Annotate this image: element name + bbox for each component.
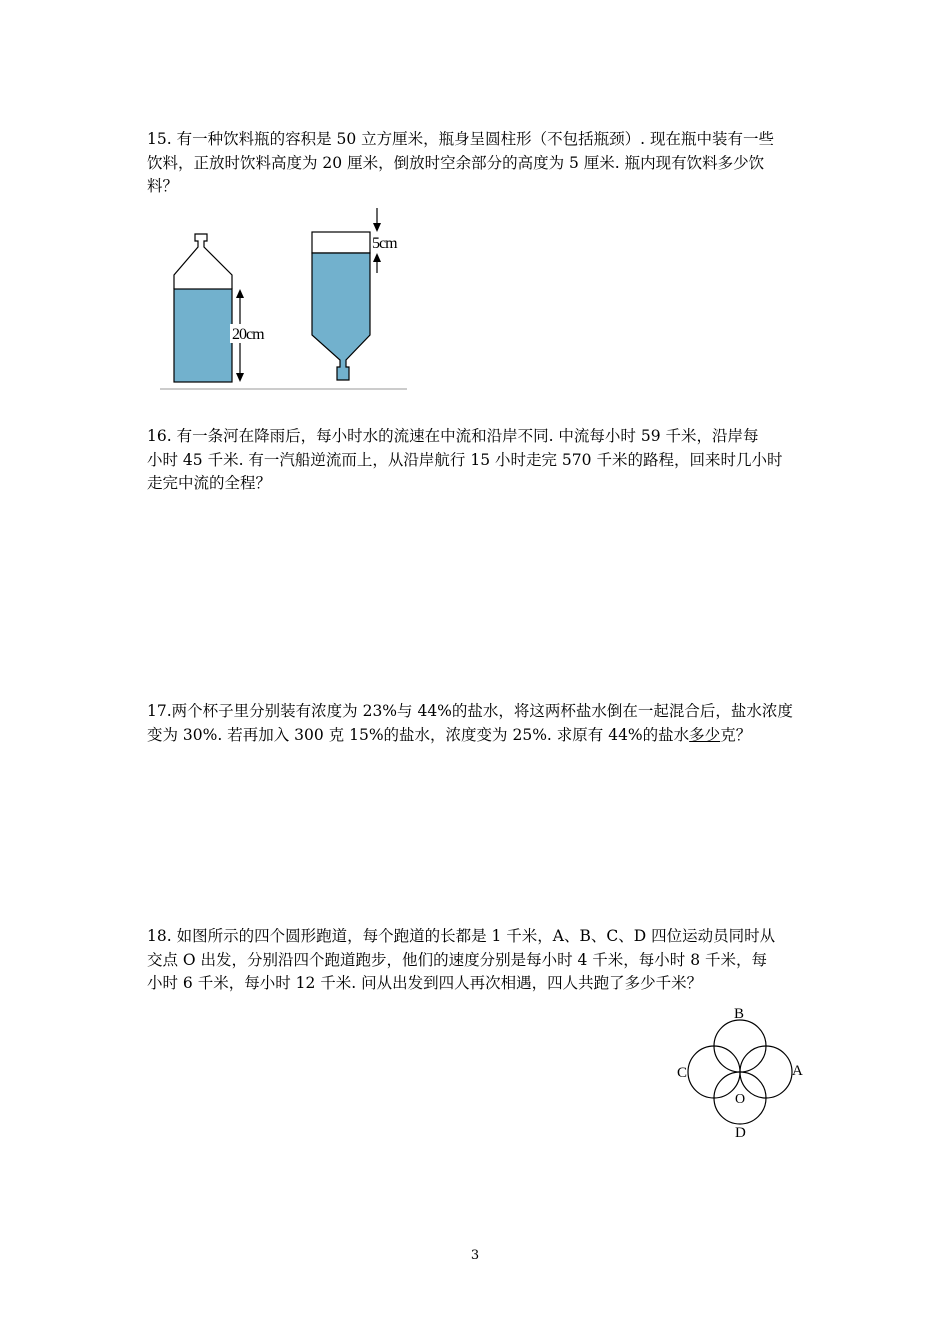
- label-5cm: 5cm: [372, 235, 397, 252]
- circle-left: [688, 1046, 740, 1098]
- arrow-down-head-5cm: [373, 223, 381, 232]
- problem-17-line-2-text: 变为 30%. 若再加入 300 克 15%的盐水，浓度变为 25%. 求原有 44%的盐水: [147, 725, 690, 744]
- problem-17-line-2: [147, 724, 807, 748]
- circle-top: [714, 1020, 766, 1072]
- bottle-figure: [160, 205, 420, 395]
- problem-17-text: [147, 700, 807, 747]
- arrow-up-head: [236, 289, 244, 298]
- problem-18-text: [147, 925, 807, 996]
- label-c: C: [677, 1065, 688, 1081]
- arrow-down-head: [236, 373, 244, 382]
- problem-18-line-3: 小时 6 千米，每小时 12 千米. 问从出发到四人再次相遇，四人共跑了多少千米？: [147, 974, 703, 992]
- label-a: A: [792, 1063, 803, 1079]
- problem-16-text: [147, 425, 807, 496]
- problem-16-line-1: 16. 有一条河在降雨后，每小时水的流速在中流和沿岸不同. 中流每小时 59 千米，沿岸每: [147, 427, 759, 445]
- upright-bottle-liquid: [174, 289, 232, 382]
- upright-bottle-outline: [174, 234, 232, 289]
- problem-16-line-2: 小时 45 千米. 有一汽船逆流而上，从沿岸航行 15 小时走完 570 千米的路程，回来时几小时: [147, 450, 783, 469]
- problem-18-line-2: 交点 O 出发，分别沿四个跑道跑步，他们的速度分别是每小时 4 千米，每小时 8 千米，每: [147, 950, 767, 969]
- problem-17-line-2-tail: 克？: [720, 725, 752, 744]
- circle-right: [740, 1046, 792, 1098]
- problem-17-line-1: 17.两个杯子里分别装有浓度为 23%与 44%的盐水，将这两杯盐水倒在一起混合后，盐水浓度: [147, 702, 793, 720]
- arrow-up-head-5cm: [373, 253, 381, 262]
- problem-15-line-1: 15. 有一种饮料瓶的容积是 50 立方厘米，瓶身呈圆柱形（不包括瓶颈）. 现在瓶中装有一些: [147, 130, 775, 148]
- label-d: D: [735, 1125, 746, 1141]
- problem-15-line-2: 饮料，正放时饮料高度为 20 厘米，倒放时空余部分的高度为 5 厘米. 瓶内现有饮料多少饮: [147, 153, 765, 172]
- label-o: O: [735, 1092, 746, 1107]
- inverted-bottle-liquid: [312, 253, 370, 380]
- four-circles-figure: [672, 1000, 812, 1145]
- label-20cm: 20cm: [232, 326, 264, 343]
- problem-15-line-3: 料？: [147, 177, 179, 195]
- inverted-bottle-empty-part: [312, 232, 370, 253]
- problem-16-line-3: 走完中流的全程？: [147, 474, 272, 492]
- underlined-word: 多少: [689, 725, 721, 744]
- page-number: 3: [470, 1248, 480, 1263]
- problem-18-line-1: 18. 如图所示的四个圆形跑道，每个跑道的长都是 1 千米，A、B、C、D 四位运动员同时从: [147, 927, 776, 945]
- label-b: B: [734, 1006, 745, 1022]
- problem-15-text: [147, 128, 807, 199]
